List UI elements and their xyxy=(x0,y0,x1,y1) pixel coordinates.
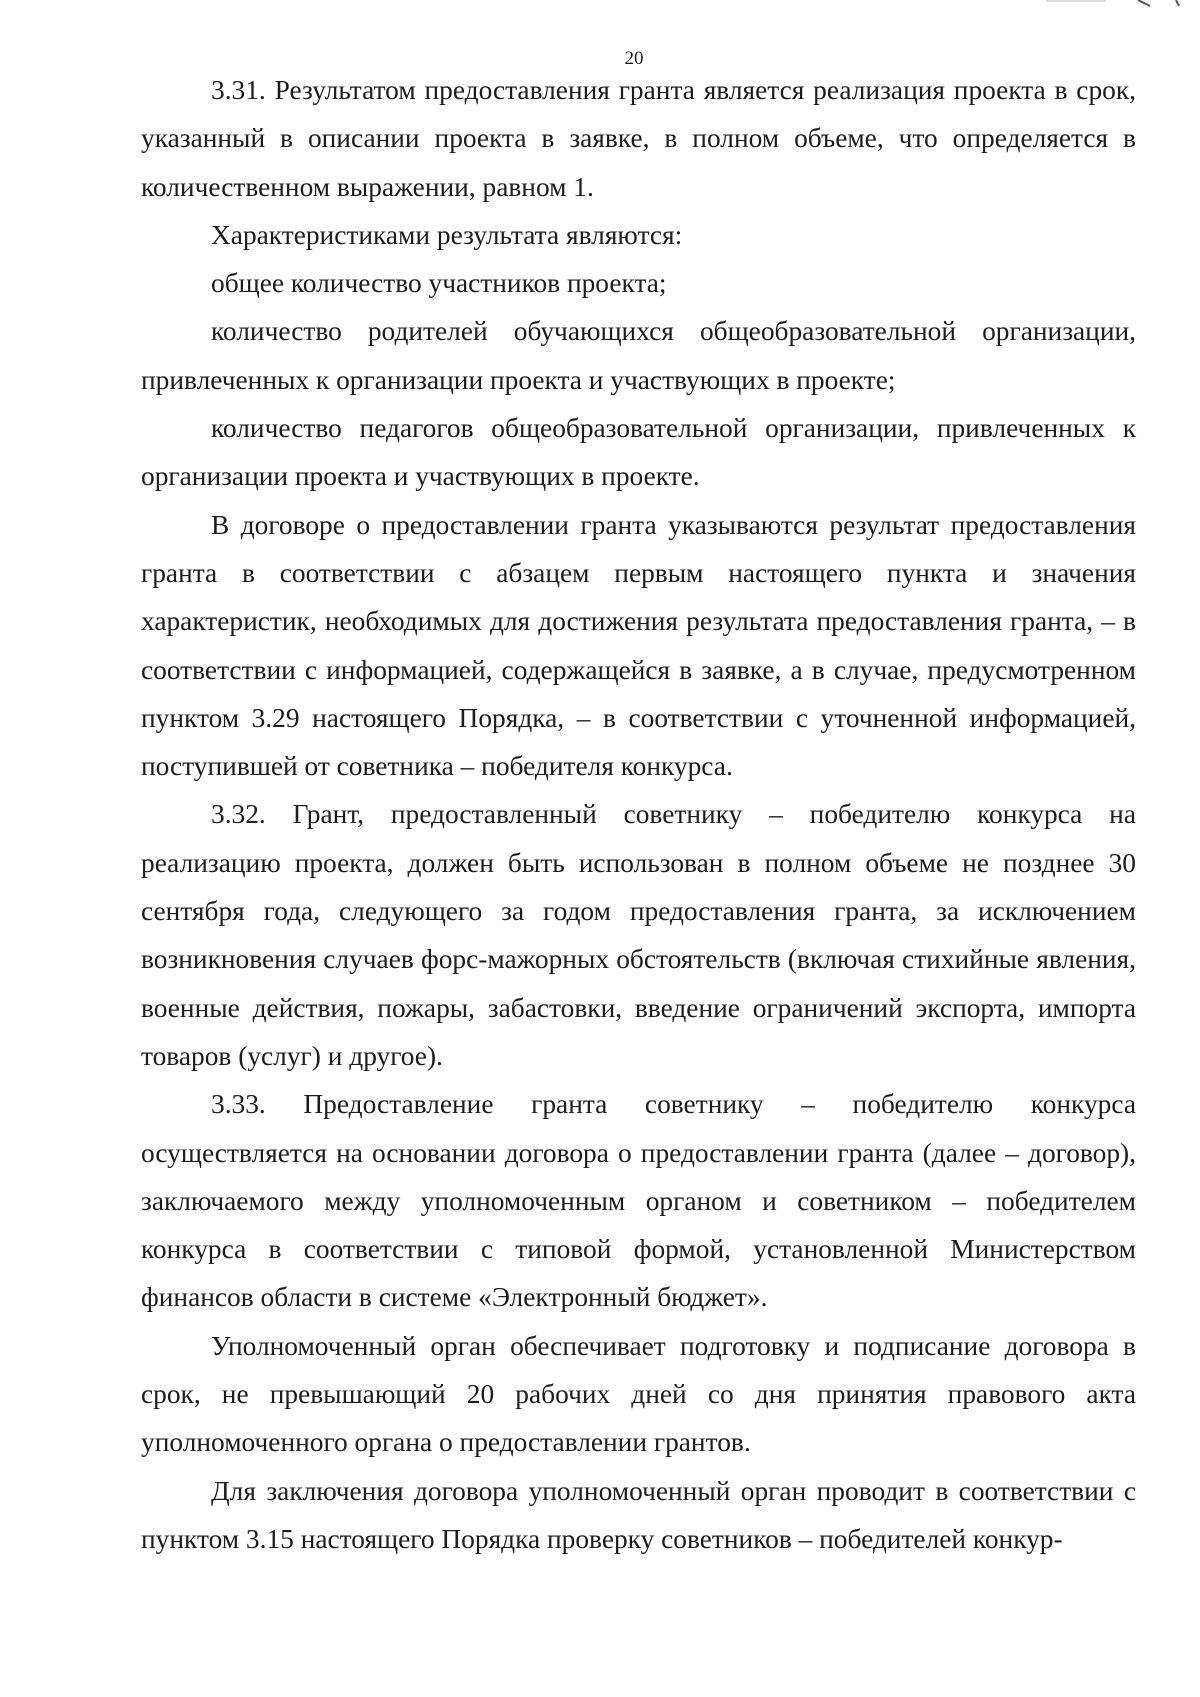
paragraph-contract-verification: Для заключения договора уполномоченный орган проводит в соответствии с пунктом 3.15 настоящего Порядка проверку советников – победителей конкур- xyxy=(141,1475,1136,1554)
paragraph-3-32: 3.32. Грант, предоставленный советнику – победителю конкурса на реализацию проекта, должен быть использован в полном объеме не позднее 30 сентября года, следующего за годом предоставления гранта, за исключением возникновения случаев форс-мажорных обстоятельств (включая стихийные явления, военные действия, пожары, забастовки, введение ограничений экспорта, импорта товаров (услуг) и другое). xyxy=(141,799,1136,1071)
scan-edge-marks xyxy=(1046,0,1186,8)
paragraph-total-participants: общее количество участников проекта; xyxy=(211,268,667,299)
paragraph-result-characteristics: Характеристиками результата являются: xyxy=(211,219,683,250)
paragraph-3-31: 3.31. Результатом предоставления гранта является реализация проекта в срок, указанный в описании проекта в заявке, в полном объеме, что определяется в количественном выражении, равном 1. xyxy=(141,75,1136,202)
paragraph-3-33: 3.33. Предоставление гранта советнику – победителю конкурса осуществляется на основании договора о предоставлении гранта (далее – договор), заключаемого между уполномоченным органом и советником – победителем конкурса в соответствии с типовой формой, установленной Министерством финансов области в системе «Электронный бюджет». xyxy=(141,1089,1136,1313)
document-body xyxy=(141,66,1136,1563)
page-number: 20 xyxy=(624,48,644,69)
paragraph-teachers-count: количество педагогов общеобразовательной организации, привлеченных к организации проекта и участвующих в проекте. xyxy=(141,413,1136,492)
paragraph-contract-deadline: Уполномоченный орган обеспечивает подготовку и подписание договора в срок, не превышающий 20 рабочих дней со дня принятия правового акта уполномоченного органа о предоставлении грантов. xyxy=(141,1330,1136,1458)
paragraph-contract-contents: В договоре о предоставлении гранта указываются результат предоставления гранта в соответствии с абзацем первым настоящего пункта и значения характеристик, необходимых для достижения результата предоставления гранта, – в соответствии с информацией, содержащейся в заявке, а в случае, предусмотренном пунктом 3.29 настоящего Порядка, – в соответствии с уточненной информацией, поступившей от советника – победителя конкурса. xyxy=(141,509,1136,782)
paragraph-parents-count: количество родителей обучающихся общеобразовательной организации, привлеченных к организации проекта и участвующих в проекте; xyxy=(141,316,1136,395)
